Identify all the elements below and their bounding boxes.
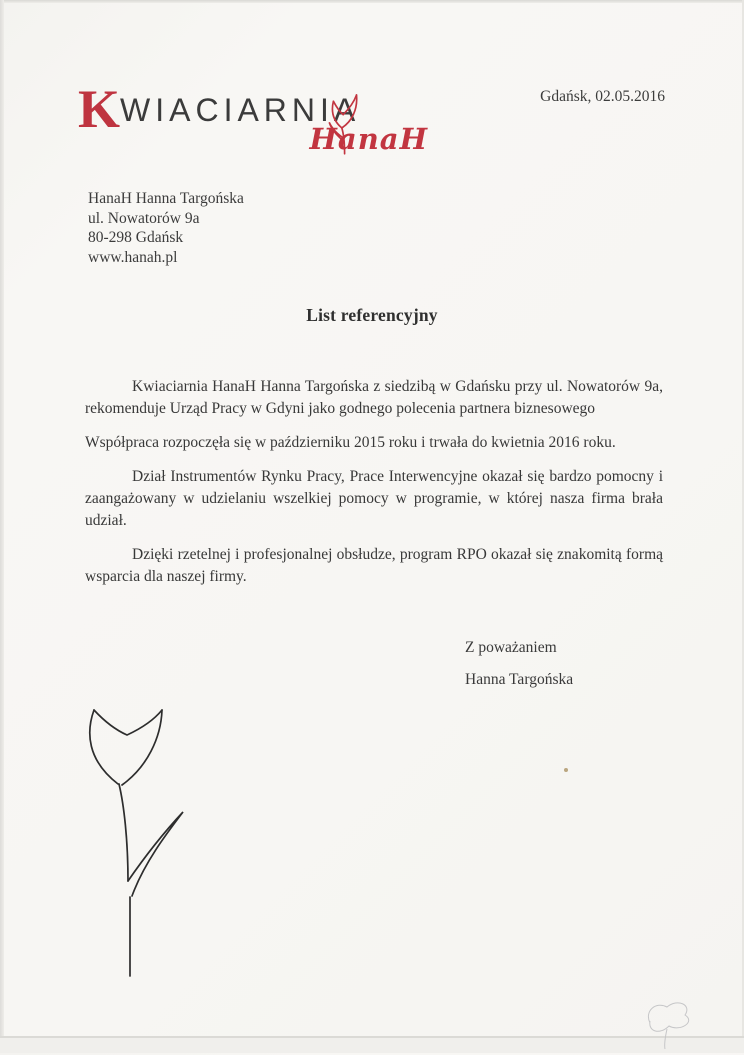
scan-speck [564, 768, 568, 772]
scan-edge-bottom-line [0, 1036, 744, 1038]
letter-dateline: Gdańsk, 02.05.2016 [540, 88, 665, 105]
scan-edge-left [0, 0, 4, 1053]
scan-edge-bottom-area [0, 1038, 744, 1053]
letter-paragraph: Współpraca rozpoczęła się w październiku 2015 roku i trwała do kwietnia 2016 roku. [85, 434, 616, 451]
letter-closing: Z poważaniem [465, 639, 557, 656]
letter-paragraph: Dzięki rzetelnej i profesjonalnej obsłudze, program RPO okazał się znakomitą formą wsparcia dla naszej firmy. [85, 546, 663, 585]
sender-name: HanaH Hanna Targońska [88, 190, 244, 207]
pen-scribble-mark [638, 995, 698, 1055]
logo-subname: HanaH [309, 122, 428, 156]
sender-street: ul. Nowatorów 9a [88, 209, 200, 227]
letter-paragraph: Kwiaciarnia HanaH Hanna Targońska z siedzibą w Gdańsku przy ul. Nowatorów 9a, rekomenduje Urząd Pracy w Gdyni jako godnego polecenia partnera biznesowego [85, 378, 663, 417]
sender-address-block [88, 189, 244, 267]
logo-name-rest: WIACIARNIA [120, 92, 361, 128]
scan-edge-top [0, 0, 744, 3]
sender-city: 80-298 Gdańsk [88, 229, 184, 246]
company-logo [78, 79, 428, 166]
tulip-sketch-drawing [60, 700, 240, 995]
letter-signature-name: Hanna Targońska [465, 671, 574, 688]
sender-website: www.hanah.pl [88, 248, 178, 266]
letter-title: List referencyjny [306, 305, 438, 325]
letter-paragraph: Dział Instrumentów Rynku Pracy, Prace Interwencyjne okazał się bardzo pomocny i zaangażowany w udzielaniu wszelkiej pomocy w programie, w której nasza firma brała udział. [85, 468, 663, 529]
logo-initial: K [78, 79, 121, 139]
letter-body [85, 376, 663, 600]
